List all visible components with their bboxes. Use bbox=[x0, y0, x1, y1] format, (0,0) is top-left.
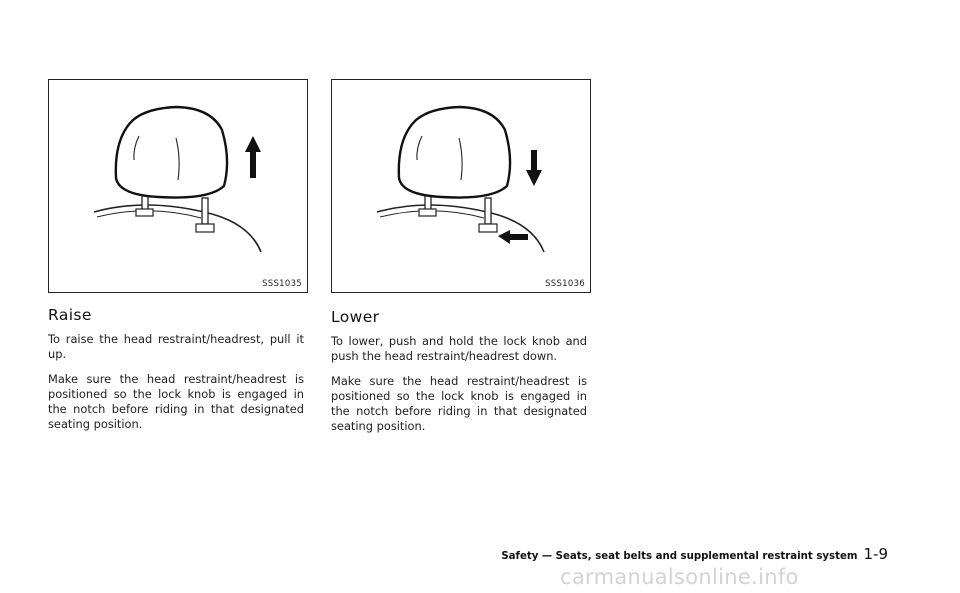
arrow-left-icon bbox=[498, 230, 528, 244]
page-footer bbox=[501, 545, 888, 563]
heading-raise: Raise bbox=[48, 306, 92, 324]
heading-lower: Lower bbox=[331, 308, 380, 326]
arrow-down-icon bbox=[526, 150, 542, 186]
headrest-raise-illustration bbox=[49, 80, 307, 292]
page-number: 1-9 bbox=[863, 545, 888, 563]
headrest-lower-illustration bbox=[332, 80, 590, 292]
watermark: carmanualsonline.info bbox=[560, 565, 799, 589]
paragraph: To raise the head restraint/headrest, pull it up. bbox=[48, 332, 304, 362]
paragraph: To lower, push and hold the lock knob and push the head restraint/headrest down. bbox=[331, 334, 587, 364]
paragraph: Make sure the head restraint/headrest is positioned so the lock knob is engaged in the notch before riding in that designated seating position. bbox=[331, 373, 587, 434]
figure-raise bbox=[48, 79, 308, 293]
figure-lower bbox=[331, 79, 591, 293]
arrow-up-icon bbox=[245, 136, 261, 178]
footer-section-title: Safety — Seats, seat belts and supplemental restraint system bbox=[501, 551, 858, 562]
section-lower bbox=[331, 308, 587, 444]
paragraph: Make sure the head restraint/headrest is positioned so the lock knob is engaged in the notch before riding in that designated seating position. bbox=[48, 371, 304, 432]
figure-code: SSS1035 bbox=[262, 279, 302, 289]
section-raise bbox=[48, 306, 304, 442]
figure-code: SSS1036 bbox=[545, 279, 585, 289]
